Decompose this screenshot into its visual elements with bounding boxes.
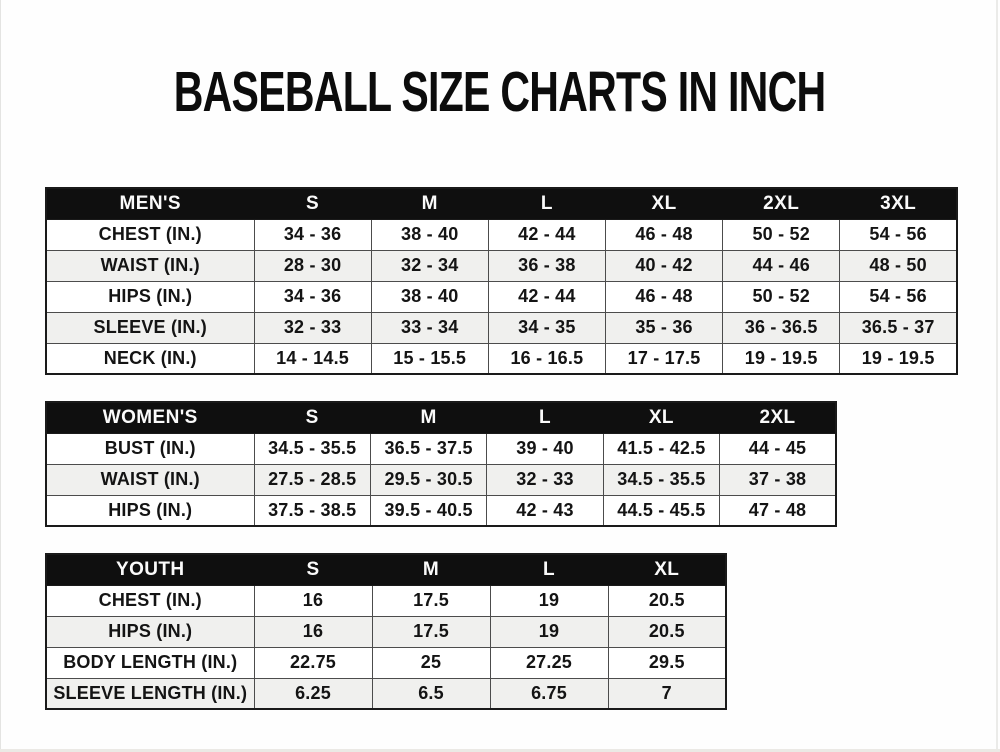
mens-table-title: MEN'S	[46, 188, 254, 219]
womens-table-title: WOMEN'S	[46, 402, 254, 433]
size-value: 19	[490, 585, 608, 616]
measurement-label: HIPS (IN.)	[46, 281, 254, 312]
table-row	[46, 616, 726, 647]
measurement-label: HIPS (IN.)	[46, 616, 254, 647]
size-value: 36 - 36.5	[723, 312, 840, 343]
womens-table-body	[46, 433, 836, 526]
size-value: 32 - 33	[254, 312, 371, 343]
size-column-header: XL	[603, 402, 719, 433]
table-row	[46, 312, 957, 343]
measurement-label: NECK (IN.)	[46, 343, 254, 374]
size-value: 39 - 40	[487, 433, 603, 464]
size-column-header: M	[371, 188, 488, 219]
measurement-label: BODY LENGTH (IN.)	[46, 647, 254, 678]
measurement-label: BUST (IN.)	[46, 433, 254, 464]
table-row	[46, 219, 957, 250]
size-value: 14 - 14.5	[254, 343, 371, 374]
size-column-header: M	[370, 402, 486, 433]
size-value: 48 - 50	[840, 250, 957, 281]
measurement-label: CHEST (IN.)	[46, 585, 254, 616]
size-value: 19 - 19.5	[723, 343, 840, 374]
size-value: 16 - 16.5	[488, 343, 605, 374]
table-row	[46, 647, 726, 678]
size-value: 29.5	[608, 647, 726, 678]
size-value: 37.5 - 38.5	[254, 495, 370, 526]
size-value: 54 - 56	[840, 219, 957, 250]
size-value: 36 - 38	[488, 250, 605, 281]
mens-size-table	[45, 187, 958, 375]
measurement-label: WAIST (IN.)	[46, 250, 254, 281]
size-column-header: L	[490, 554, 608, 585]
measurement-label: HIPS (IN.)	[46, 495, 254, 526]
size-value: 41.5 - 42.5	[603, 433, 719, 464]
size-value: 6.5	[372, 678, 490, 709]
size-value: 17.5	[372, 616, 490, 647]
table-row	[46, 585, 726, 616]
table-row	[46, 464, 836, 495]
size-value: 54 - 56	[840, 281, 957, 312]
size-value: 36.5 - 37.5	[370, 433, 486, 464]
size-value: 25	[372, 647, 490, 678]
size-value: 40 - 42	[605, 250, 722, 281]
size-value: 44 - 46	[723, 250, 840, 281]
youth-table-body	[46, 585, 726, 709]
size-value: 38 - 40	[371, 219, 488, 250]
size-value: 19 - 19.5	[840, 343, 957, 374]
size-value: 34.5 - 35.5	[254, 433, 370, 464]
measurement-label: CHEST (IN.)	[46, 219, 254, 250]
measurement-label: SLEEVE LENGTH (IN.)	[46, 678, 254, 709]
mens-table-head	[46, 188, 957, 219]
table-row	[46, 281, 957, 312]
size-value: 17.5	[372, 585, 490, 616]
size-value: 50 - 52	[723, 219, 840, 250]
size-value: 22.75	[254, 647, 372, 678]
size-value: 50 - 52	[723, 281, 840, 312]
size-column-header: M	[372, 554, 490, 585]
measurement-label: SLEEVE (IN.)	[46, 312, 254, 343]
size-value: 27.5 - 28.5	[254, 464, 370, 495]
table-row	[46, 495, 836, 526]
size-column-header: S	[254, 402, 370, 433]
size-value: 42 - 44	[488, 219, 605, 250]
size-column-header: S	[254, 188, 371, 219]
size-value: 27.25	[490, 647, 608, 678]
size-value: 16	[254, 585, 372, 616]
size-value: 44.5 - 45.5	[603, 495, 719, 526]
size-column-header: L	[488, 188, 605, 219]
page-title-wrap	[0, 60, 1000, 124]
size-column-header: XL	[608, 554, 726, 585]
size-value: 34.5 - 35.5	[603, 464, 719, 495]
youth-header-row	[46, 554, 726, 585]
table-row	[46, 433, 836, 464]
size-column-header: 2XL	[723, 188, 840, 219]
table-row	[46, 343, 957, 374]
size-value: 6.25	[254, 678, 372, 709]
size-value: 34 - 35	[488, 312, 605, 343]
size-value: 7	[608, 678, 726, 709]
size-column-header: XL	[605, 188, 722, 219]
size-value: 32 - 34	[371, 250, 488, 281]
mens-header-row	[46, 188, 957, 219]
size-column-header: S	[254, 554, 372, 585]
size-value: 34 - 36	[254, 219, 371, 250]
size-value: 47 - 48	[720, 495, 836, 526]
size-value: 16	[254, 616, 372, 647]
size-value: 46 - 48	[605, 281, 722, 312]
womens-size-table	[45, 401, 837, 527]
size-value: 6.75	[490, 678, 608, 709]
size-value: 32 - 33	[487, 464, 603, 495]
size-value: 42 - 44	[488, 281, 605, 312]
size-value: 37 - 38	[720, 464, 836, 495]
size-value: 35 - 36	[605, 312, 722, 343]
size-value: 46 - 48	[605, 219, 722, 250]
size-value: 15 - 15.5	[371, 343, 488, 374]
size-value: 20.5	[608, 585, 726, 616]
size-value: 44 - 45	[720, 433, 836, 464]
youth-table-head	[46, 554, 726, 585]
size-value: 42 - 43	[487, 495, 603, 526]
womens-header-row	[46, 402, 836, 433]
size-column-header: 2XL	[720, 402, 836, 433]
page-title: BASEBALL SIZE CHARTS IN INCH	[174, 60, 826, 124]
size-value: 17 - 17.5	[605, 343, 722, 374]
size-value: 20.5	[608, 616, 726, 647]
table-row	[46, 678, 726, 709]
size-value: 28 - 30	[254, 250, 371, 281]
size-column-header: 3XL	[840, 188, 957, 219]
youth-table-title: YOUTH	[46, 554, 254, 585]
size-value: 36.5 - 37	[840, 312, 957, 343]
youth-size-table	[45, 553, 727, 710]
size-column-header: L	[487, 402, 603, 433]
size-value: 19	[490, 616, 608, 647]
mens-table-body	[46, 219, 957, 374]
table-row	[46, 250, 957, 281]
size-value: 38 - 40	[371, 281, 488, 312]
size-value: 33 - 34	[371, 312, 488, 343]
size-value: 29.5 - 30.5	[370, 464, 486, 495]
size-value: 34 - 36	[254, 281, 371, 312]
size-value: 39.5 - 40.5	[370, 495, 486, 526]
womens-table-head	[46, 402, 836, 433]
measurement-label: WAIST (IN.)	[46, 464, 254, 495]
